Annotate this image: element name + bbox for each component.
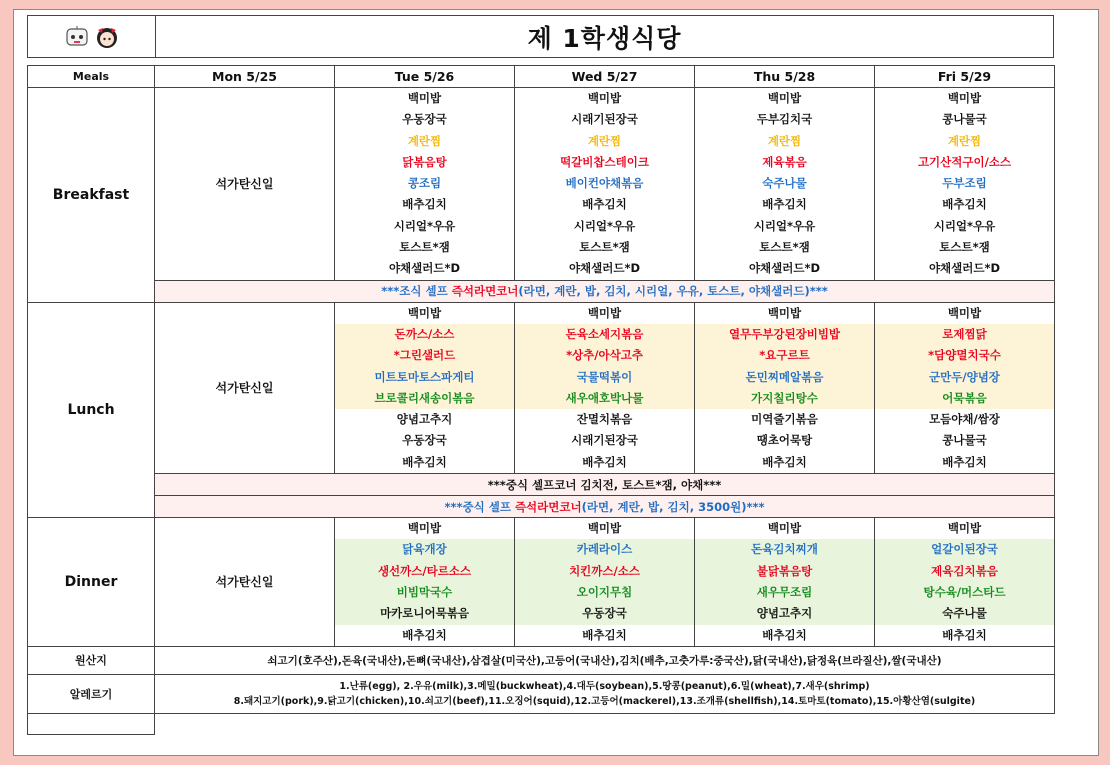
page-title: 제 1학생식당 [527, 23, 682, 53]
dish-item: 계란찜 [947, 133, 982, 148]
dish-item: 비빔막국수 [335, 582, 514, 603]
dish-item: 두부조림 [942, 176, 987, 191]
dinner-label: Dinner [28, 518, 155, 647]
breakfast-fri-cell [875, 88, 1055, 281]
dish-item: 백미밥 [587, 521, 622, 536]
breakfast-banner-row [28, 280, 1055, 302]
meal-table [27, 65, 1055, 735]
dish-item: 배추김치 [762, 454, 807, 469]
dish-item: *그린샐러드 [335, 345, 514, 366]
dish-item: 계란찜 [767, 133, 802, 148]
lunch-wed-cell [515, 302, 695, 473]
dish-item: 토스트*잼 [759, 240, 810, 255]
dish-item: 미트토마토스파게티 [335, 367, 514, 388]
dish-item: 배추김치 [582, 627, 627, 642]
dish-item: 시리얼*우유 [573, 218, 636, 233]
dish-item: 콩조림 [407, 176, 442, 191]
dish-item: 계란찜 [587, 133, 622, 148]
dish-item: 백미밥 [407, 305, 442, 320]
col-header-fri: Fri 5/29 [875, 66, 1055, 88]
dish-item: 불닭볶음탕 [695, 561, 874, 582]
dish-item: 새우무조림 [695, 582, 874, 603]
dish-item: 베이컨야채볶음 [565, 176, 644, 191]
allergy-text [155, 674, 1055, 713]
dish-item: 백미밥 [767, 521, 802, 536]
dish-item: 백미밥 [767, 91, 802, 105]
dish-item: 백미밥 [947, 91, 982, 105]
dish-item: 백미밥 [947, 521, 982, 536]
dish-item: 우동장국 [402, 433, 447, 448]
lunch-row [28, 302, 1055, 473]
dish-item: 계란찜 [407, 133, 442, 148]
lunch-self-corner-banner: ***중식 셀프코너 김치전, 토스트*잼, 야채*** [155, 474, 1055, 496]
dish-item: 로제찜닭 [875, 324, 1054, 345]
footer-empty [155, 713, 1055, 734]
breakfast-label: Breakfast [28, 88, 155, 303]
dish-item: 야채샐러드*D [568, 261, 641, 276]
dish-item: 배추김치 [402, 197, 447, 212]
col-header-tue: Tue 5/26 [335, 66, 515, 88]
dish-item: 오이지무침 [515, 582, 694, 603]
dish-item: 돈민찌메알볶음 [695, 367, 874, 388]
lunch-banner-suffix: (라면, 계란, 밥, 김치, 3500원)*** [581, 499, 765, 514]
breakfast-thu-cell [695, 88, 875, 281]
dish-item: 배추김치 [942, 197, 987, 212]
lunch-ramen-banner [155, 496, 1055, 518]
lunch-tue-cell [335, 302, 515, 473]
dish-item: 콩나물국 [942, 433, 987, 448]
dish-item: 백미밥 [587, 91, 622, 105]
lunch-label: Lunch [28, 302, 155, 517]
dish-item: 우동장국 [402, 112, 447, 127]
dish-item: 가지칠리탕수 [695, 388, 874, 409]
lunch-banner-row-1 [28, 474, 1055, 496]
dish-item: 떡갈비찹스테이크 [560, 154, 649, 169]
dish-item: 배추김치 [942, 454, 987, 469]
dish-item: 어묵볶음 [875, 388, 1054, 409]
col-header-thu: Thu 5/28 [695, 66, 875, 88]
dish-item: 양념고추지 [396, 412, 453, 427]
logo [28, 16, 156, 57]
dish-item: 군만두/양념장 [875, 367, 1054, 388]
breakfast-row [28, 88, 1055, 281]
dinner-fri-cell [875, 518, 1055, 647]
dish-item: 시리얼*우유 [753, 218, 816, 233]
dish-item: 생선까스/타르소스 [335, 561, 514, 582]
lunch-thu-cell [695, 302, 875, 473]
dish-item: 백미밥 [947, 305, 982, 320]
robot-mascot-icon [64, 25, 90, 49]
dish-item: 돈육김치찌개 [695, 539, 874, 560]
dish-item: 우동장국 [515, 603, 694, 624]
dish-item: 배추김치 [582, 454, 627, 469]
dish-item: 두부김치국 [756, 112, 813, 127]
dish-item: 야채샐러드*D [748, 261, 821, 276]
lunch-mon-cell: 석가탄신일 [155, 302, 335, 473]
origin-row [28, 646, 1055, 674]
header-row [28, 66, 1055, 88]
dish-item: 닭육개장 [335, 539, 514, 560]
allergy-label: 알레르기 [28, 674, 155, 713]
breakfast-tue-cell [335, 88, 515, 281]
lunch-banner-prefix: ***중식 셀프 [444, 499, 515, 514]
dish-item: 숙주나물 [762, 176, 807, 191]
dish-item: 백미밥 [587, 305, 622, 320]
dish-item: 야채샐러드*D [928, 261, 1001, 276]
dish-item: 제육김치볶음 [875, 561, 1054, 582]
dish-item: 브로콜리새송이볶음 [335, 388, 514, 409]
breakfast-banner-highlight: 즉석라면코너 [451, 284, 519, 299]
dish-item: 콩나물국 [942, 112, 987, 127]
footer-empty-label [28, 713, 155, 734]
dish-item: *담양멸치국수 [875, 345, 1054, 366]
dish-item: 고기산적구이/소스 [917, 154, 1012, 169]
header [27, 15, 1054, 58]
origin-text: 쇠고기(호주산),돈육(국내산),돈뼈(국내산),삼겹살(미국산),고등어(국내산),김치(배추,고춧가루:중국산),닭(국내산),닭정육(브라질산),쌀(국내산) [155, 646, 1055, 674]
breakfast-mon-cell: 석가탄신일 [155, 88, 335, 281]
lunch-banner-row-2 [28, 496, 1055, 518]
breakfast-banner-prefix: ***조식 셀프 [381, 284, 452, 299]
allergy-line-1: 1.난류(egg), 2.우유(milk),3.메밀(buckwheat),4.대두(soybean),5.땅콩(peanut),6.밀(wheat),7.새우(shrimp) [339, 680, 870, 692]
dish-item: 모듬야채/쌈장 [929, 412, 1000, 427]
dish-item: 잔멸치볶음 [576, 412, 633, 427]
dinner-wed-cell [515, 518, 695, 647]
dish-item: *상추/아삭고추 [515, 345, 694, 366]
dish-item: 닭볶음탕 [402, 154, 447, 169]
dish-item: 시래기된장국 [571, 112, 638, 127]
allergy-line-2: 8.돼지고기(pork),9.닭고기(chicken),10.쇠고기(beef),11.오징어(squid),12.고등어(mackerel),13.조개류(shellfish),14.토마토(tomato),15.아황산염(sulgite) [233, 695, 976, 707]
dish-item: 야채샐러드*D [388, 261, 461, 276]
dish-item: 미역줄기볶음 [751, 412, 818, 427]
dinner-row [28, 518, 1055, 647]
breakfast-ramen-banner [155, 280, 1055, 302]
dish-item: 양념고추지 [695, 603, 874, 624]
dish-item: 시래기된장국 [571, 433, 638, 448]
dinner-mon-cell: 석가탄신일 [155, 518, 335, 647]
col-header-mon: Mon 5/25 [155, 66, 335, 88]
dish-item: 토스트*잼 [399, 240, 450, 255]
dish-item: 배추김치 [582, 197, 627, 212]
dish-item: 카레라이스 [515, 539, 694, 560]
lunch-fri-cell [875, 302, 1055, 473]
dish-item: 배추김치 [942, 627, 987, 642]
allergy-row [28, 674, 1055, 713]
dish-item: *요구르트 [695, 345, 874, 366]
dinner-thu-cell [695, 518, 875, 647]
dish-item: 국물떡볶이 [515, 367, 694, 388]
dish-item: 배추김치 [402, 454, 447, 469]
dish-item: 치킨까스/소스 [515, 561, 694, 582]
dish-item: 땡초어묵탕 [756, 433, 813, 448]
dish-item: 새우애호박나물 [515, 388, 694, 409]
dish-item: 토스트*잼 [579, 240, 630, 255]
dish-item: 제육볶음 [762, 154, 807, 169]
dish-item: 배추김치 [762, 197, 807, 212]
dish-item: 마카로니어묵볶음 [335, 603, 514, 624]
dish-item: 탕수육/머스타드 [875, 582, 1054, 603]
dish-item: 돈까스/소스 [335, 324, 514, 345]
dinner-tue-cell [335, 518, 515, 647]
dish-item: 배추김치 [402, 627, 447, 642]
dish-item: 백미밥 [407, 521, 442, 536]
dish-item: 숙주나물 [875, 603, 1054, 624]
footer-row [28, 713, 1055, 734]
dish-item: 시리얼*우유 [393, 218, 456, 233]
dish-item: 돈육소세지볶음 [515, 324, 694, 345]
col-header-meals: Meals [28, 66, 155, 88]
dish-item: 얼갈이된장국 [875, 539, 1054, 560]
dish-item: 백미밥 [407, 91, 442, 105]
girl-mascot-icon [94, 25, 120, 49]
breakfast-wed-cell [515, 88, 695, 281]
lunch-banner-highlight: 즉석라면코너 [514, 499, 582, 514]
dish-item: 토스트*잼 [939, 240, 990, 255]
dish-item: 시리얼*우유 [933, 218, 996, 233]
breakfast-banner-suffix: (라면, 계란, 밥, 김치, 시리얼, 우유, 토스트, 야채샐러드)*** [518, 284, 828, 299]
origin-label: 원산지 [28, 646, 155, 674]
dish-item: 백미밥 [767, 305, 802, 320]
col-header-wed: Wed 5/27 [515, 66, 695, 88]
dish-item: 배추김치 [762, 627, 807, 642]
dish-item: 열무두부강된장비빔밥 [695, 324, 874, 345]
